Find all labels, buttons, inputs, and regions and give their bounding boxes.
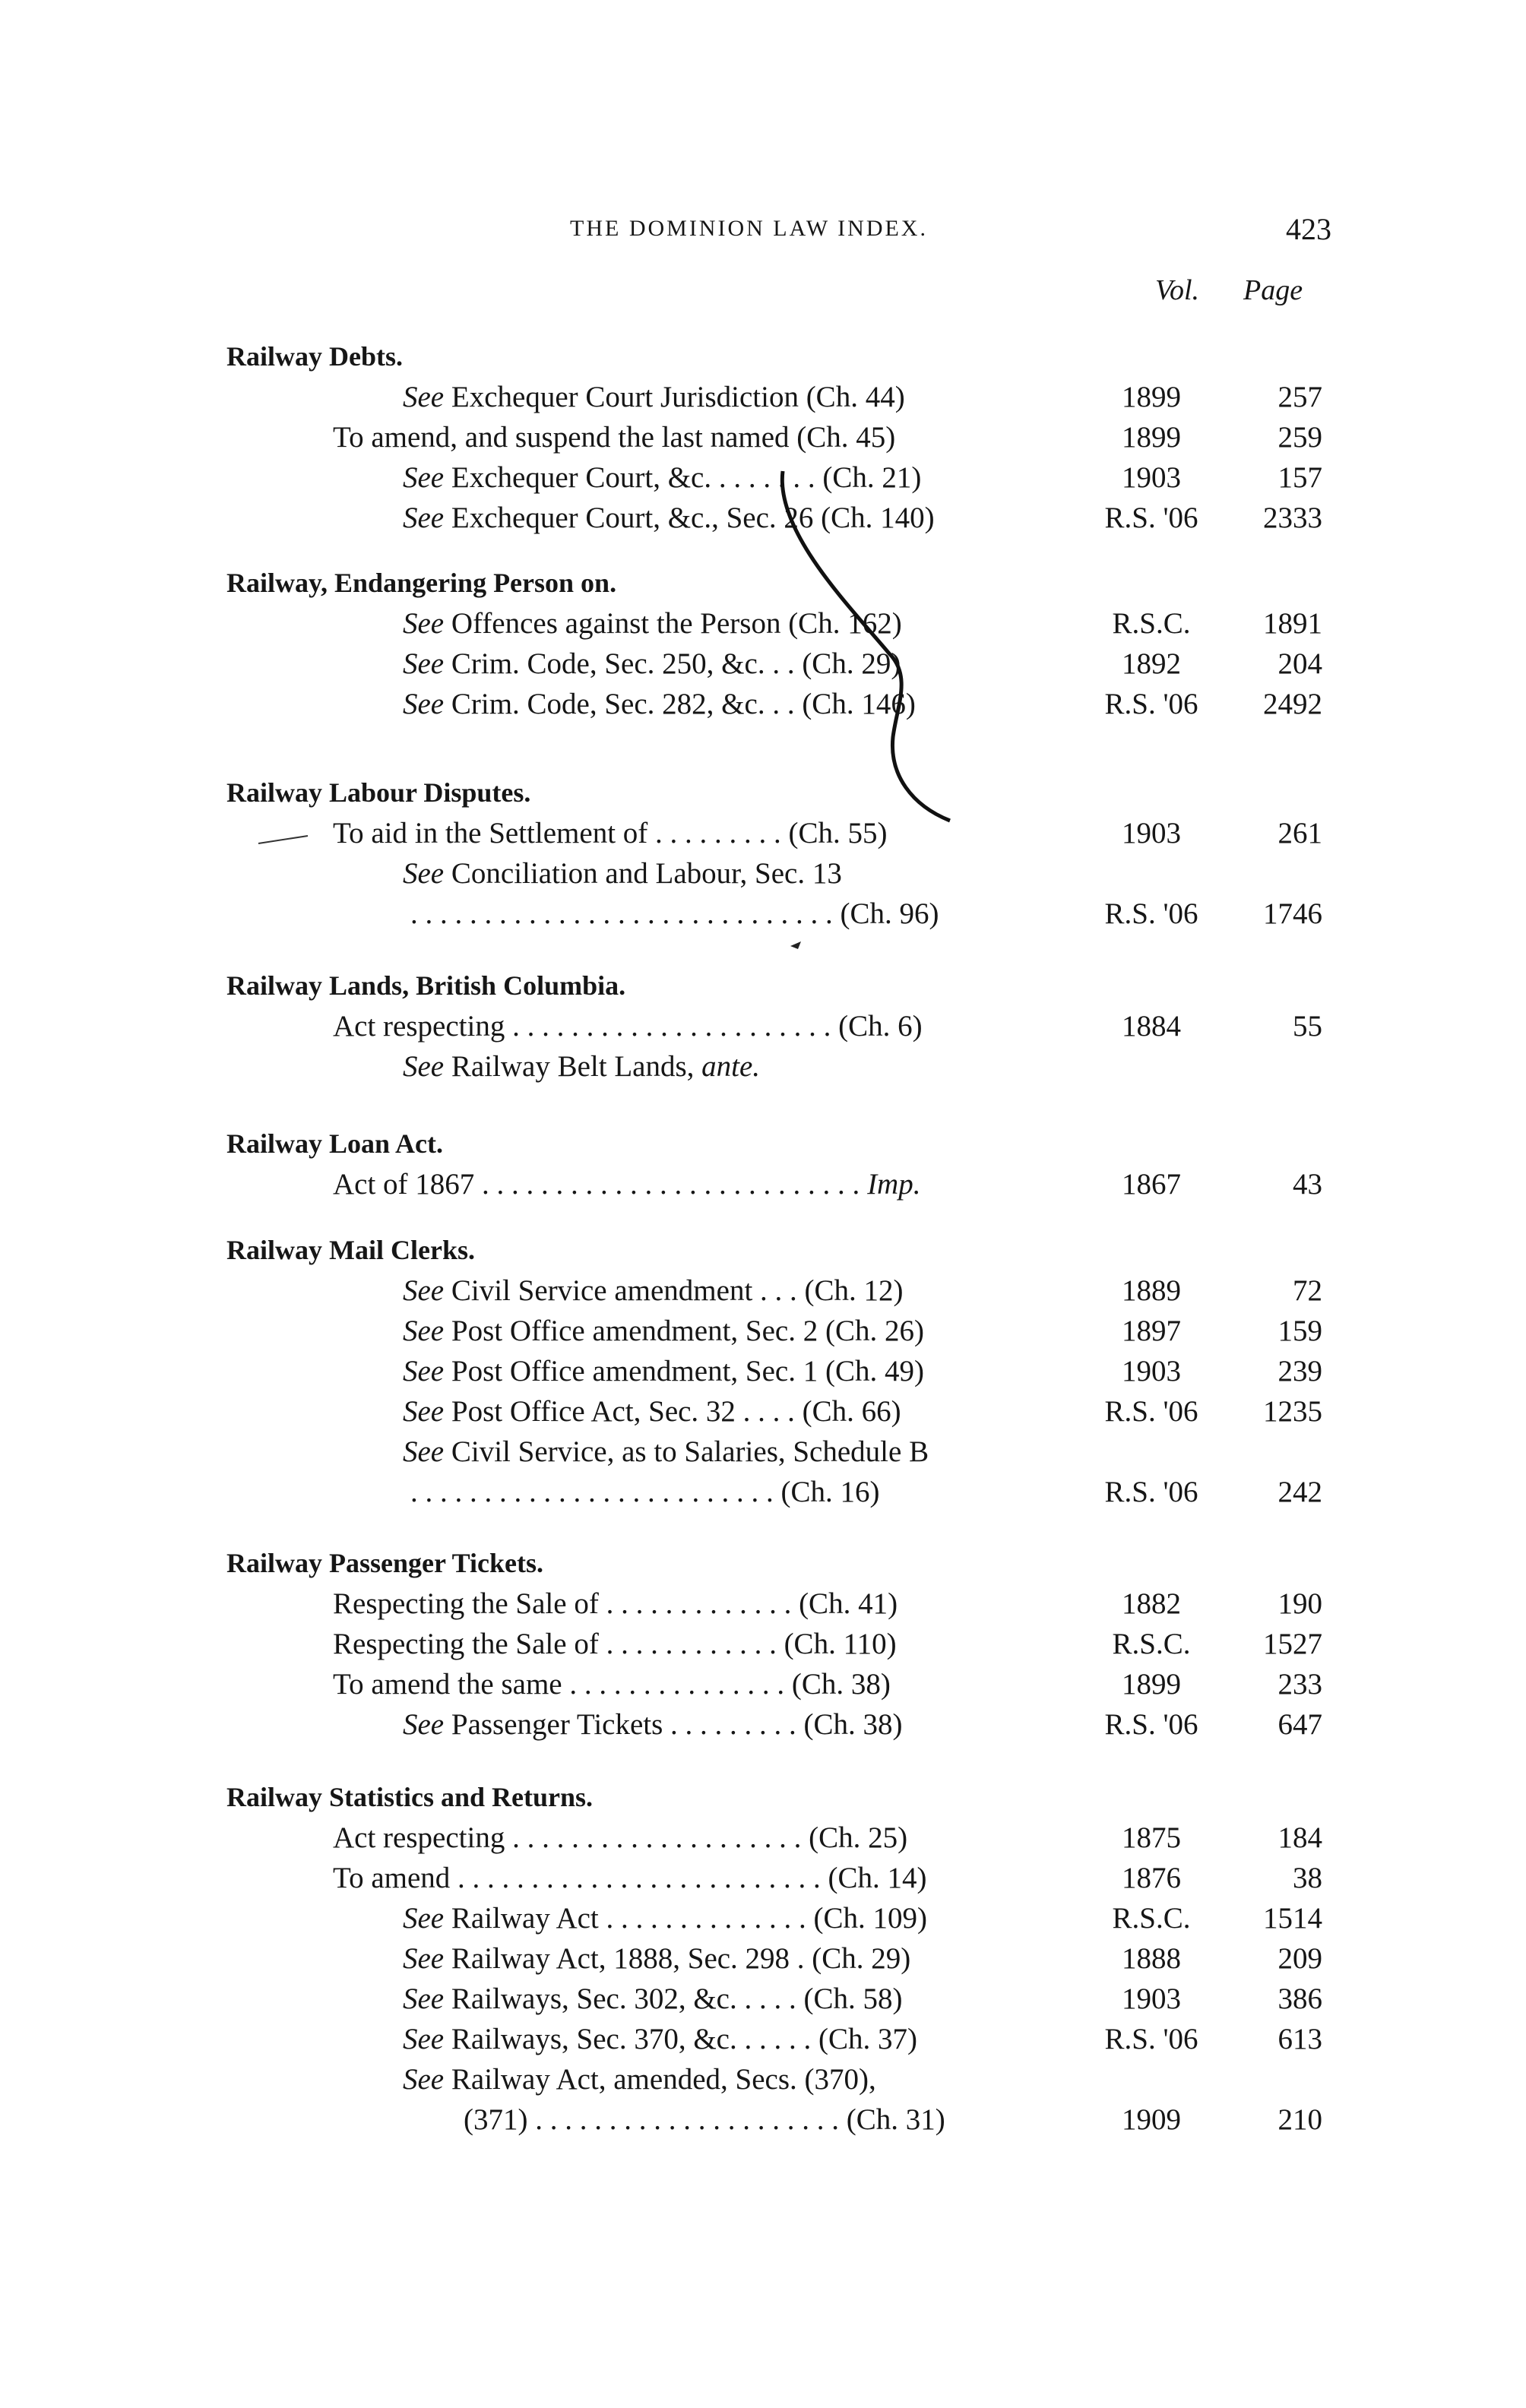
entry-page: 2333 — [1263, 502, 1322, 534]
page-number: 423 — [1286, 212, 1331, 246]
entry-page: 1514 — [1263, 1902, 1322, 1935]
see-prefix: See — [403, 1395, 445, 1428]
see-prefix: See — [403, 647, 445, 680]
entry-text: See Civil Service amendment . . . (Ch. 12) — [403, 1274, 904, 1307]
entry-text: See Civil Service, as to Salaries, Schedule B — [403, 1435, 929, 1468]
entry-page: 239 — [1277, 1355, 1322, 1388]
index-entry — [0, 1821, 1526, 1860]
entry-volume: 1899 — [1122, 421, 1181, 454]
see-prefix: See — [403, 857, 445, 890]
entry-text: See Railway Act . . . . . . . . . . . . . . (Ch. 109) — [403, 1902, 927, 1935]
entry-text: See Crim. Code, Sec. 250, &c. . . (Ch. 29) — [403, 647, 901, 680]
entry-volume: R.S. '06 — [1104, 2023, 1198, 2055]
see-prefix: See — [403, 1982, 445, 2015]
entry-page: 386 — [1277, 1982, 1322, 2015]
see-prefix: See — [403, 1355, 445, 1388]
entry-text: See Railway Act, 1888, Sec. 298 . (Ch. 29) — [403, 1942, 911, 1975]
index-entry — [0, 687, 1526, 726]
entry-text: See Post Office Act, Sec. 32 . . . . (Ch. 66) — [403, 1395, 901, 1428]
index-entry — [0, 1009, 1526, 1049]
index-entry — [0, 2062, 1526, 2102]
index-entry — [0, 2022, 1526, 2062]
entry-volume: 1876 — [1122, 1862, 1181, 1894]
index-entry — [0, 1941, 1526, 1981]
section-heading: Railway, Endangering Person on. — [226, 568, 617, 598]
entry-text: To amend . . . . . . . . . . . . . . . . . . . . . . . . . (Ch. 14) — [333, 1862, 927, 1894]
see-prefix: See — [403, 688, 445, 720]
entry-page: 233 — [1277, 1668, 1322, 1701]
entry-page: 1891 — [1263, 607, 1322, 640]
entry-volume: 1899 — [1122, 381, 1181, 413]
entry-page: 613 — [1277, 2023, 1322, 2055]
entry-volume: 1903 — [1122, 1982, 1181, 2015]
see-prefix: See — [403, 1902, 445, 1935]
entry-text: To amend the same . . . . . . . . . . . . . . . (Ch. 38) — [333, 1668, 891, 1701]
index-entry — [0, 1394, 1526, 1434]
entry-text: See Exchequer Court Jurisdiction (Ch. 44) — [403, 381, 905, 413]
entry-text: See Crim. Code, Sec. 282, &c. . . (Ch. 146) — [403, 688, 916, 720]
entry-text: See Offences against the Person (Ch. 162) — [403, 607, 902, 640]
entry-volume: R.S. '06 — [1104, 1476, 1198, 1508]
entry-volume: R.S.C. — [1112, 1628, 1191, 1660]
see-prefix: See — [403, 461, 445, 494]
section-heading: Railway Mail Clerks. — [226, 1235, 475, 1265]
index-entry — [0, 1587, 1526, 1626]
entry-page: 647 — [1277, 1708, 1322, 1741]
entry-page: 43 — [1293, 1168, 1322, 1201]
entry-volume: R.S. '06 — [1104, 1395, 1198, 1428]
see-prefix: See — [403, 607, 445, 640]
entry-page: 209 — [1277, 1942, 1322, 1975]
entry-text: See Exchequer Court, &c., Sec. 26 (Ch. 140) — [403, 502, 935, 534]
index-entry — [0, 816, 1526, 856]
entry-text: (371) . . . . . . . . . . . . . . . . . . . . . (Ch. 31) — [464, 2103, 945, 2136]
section-heading: Railway Passenger Tickets. — [226, 1548, 544, 1578]
entry-volume: R.S.C. — [1112, 607, 1191, 640]
entry-volume: R.S. '06 — [1104, 688, 1198, 720]
entry-page: 204 — [1277, 647, 1322, 680]
entry-volume: 1888 — [1122, 1942, 1181, 1975]
entry-text: See Exchequer Court, &c. . . . . . . . (Ch. 21) — [403, 461, 922, 494]
column-header-vol: Vol. — [1155, 274, 1200, 306]
see-prefix: See — [403, 1050, 445, 1083]
section-heading: Railway Debts. — [226, 341, 403, 372]
entry-page: 72 — [1293, 1274, 1322, 1307]
index-entry — [0, 1861, 1526, 1900]
entry-text: See Railways, Sec. 370, &c. . . . . . (Ch. 37) — [403, 2023, 917, 2055]
entry-volume: 1882 — [1122, 1587, 1181, 1620]
index-entry — [0, 1354, 1526, 1394]
see-prefix: See — [403, 1942, 445, 1975]
entry-text: To amend, and suspend the last named (Ch. 45) — [333, 421, 896, 454]
index-entry — [0, 1475, 1526, 1514]
entry-page: 190 — [1277, 1587, 1322, 1620]
entry-volume: 1897 — [1122, 1315, 1181, 1347]
index-entry — [0, 1049, 1526, 1089]
entry-text: Respecting the Sale of . . . . . . . . . . . . . (Ch. 41) — [333, 1587, 898, 1620]
entry-volume: 1903 — [1122, 461, 1181, 494]
entry-page: 1235 — [1263, 1395, 1322, 1428]
entry-text: See Post Office amendment, Sec. 2 (Ch. 26) — [403, 1315, 924, 1347]
entry-volume: 1889 — [1122, 1274, 1181, 1307]
see-prefix: See — [403, 1708, 445, 1741]
index-entry — [0, 420, 1526, 460]
index-entry — [0, 1274, 1526, 1313]
entry-volume: 1909 — [1122, 2103, 1181, 2136]
index-entry — [0, 647, 1526, 686]
entry-text: Act of 1867 . . . . . . . . . . . . . . . . . . . . . . . . . . Imp. — [333, 1168, 921, 1201]
entry-volume: 1903 — [1122, 817, 1181, 850]
entry-page: 157 — [1277, 461, 1322, 494]
entry-text: See Railway Act, amended, Secs. (370), — [403, 2063, 876, 2096]
index-entry — [0, 501, 1526, 540]
index-entry — [0, 897, 1526, 936]
entry-text: . . . . . . . . . . . . . . . . . . . . . . . . . . . . . (Ch. 96) — [410, 897, 939, 930]
see-prefix: See — [403, 502, 445, 534]
see-prefix: See — [403, 1274, 445, 1307]
entry-text: See Conciliation and Labour, Sec. 13 — [403, 857, 842, 890]
section-heading: Railway Statistics and Returns. — [226, 1782, 594, 1812]
entry-page: 242 — [1277, 1476, 1322, 1508]
entry-volume: 1892 — [1122, 647, 1181, 680]
entry-volume: 1867 — [1122, 1168, 1181, 1201]
see-prefix: See — [403, 381, 445, 413]
entry-page: 257 — [1277, 381, 1322, 413]
entry-volume: R.S.C. — [1112, 1902, 1191, 1935]
section-heading: Railway Labour Disputes. — [226, 777, 531, 808]
index-entry — [0, 1435, 1526, 1474]
see-prefix: See — [403, 1435, 445, 1468]
entry-page: 55 — [1293, 1010, 1322, 1043]
index-entry — [0, 1667, 1526, 1707]
section-heading: Railway Lands, British Columbia. — [226, 970, 626, 1001]
entry-suffix: ante. — [701, 1050, 761, 1083]
section-heading: Railway Loan Act. — [226, 1128, 444, 1159]
entry-text: Act respecting . . . . . . . . . . . . . . . . . . . . . . (Ch. 6) — [333, 1010, 923, 1043]
index-entry — [0, 1982, 1526, 2021]
entry-page: 1746 — [1263, 897, 1322, 930]
column-header-page: Page — [1243, 274, 1303, 306]
entry-text: See Post Office amendment, Sec. 1 (Ch. 49) — [403, 1355, 924, 1388]
see-prefix: See — [403, 1315, 445, 1347]
see-prefix: See — [403, 2023, 445, 2055]
entry-suffix: Imp. — [867, 1168, 921, 1201]
entry-page: 261 — [1277, 817, 1322, 850]
entry-page: 2492 — [1263, 688, 1322, 720]
entry-text: To aid in the Settlement of . . . . . . . . . (Ch. 55) — [333, 817, 888, 850]
entry-text: . . . . . . . . . . . . . . . . . . . . . . . . . (Ch. 16) — [410, 1476, 880, 1508]
entry-page: 1527 — [1263, 1628, 1322, 1660]
index-entry — [0, 1167, 1526, 1207]
entry-page: 184 — [1277, 1821, 1322, 1854]
entry-volume: 1884 — [1122, 1010, 1181, 1043]
index-entry — [0, 380, 1526, 419]
see-prefix: See — [403, 2063, 445, 2096]
index-entry — [0, 1707, 1526, 1747]
entry-page: 159 — [1277, 1315, 1322, 1347]
entry-text: See Railway Belt Lands, ante. — [403, 1050, 761, 1083]
entry-page: 38 — [1293, 1862, 1322, 1894]
entry-page: 210 — [1277, 2103, 1322, 2136]
index-entry — [0, 1627, 1526, 1666]
index-entry — [0, 856, 1526, 896]
entry-volume: R.S. '06 — [1104, 1708, 1198, 1741]
entry-text: Act respecting . . . . . . . . . . . . . . . . . . . . (Ch. 25) — [333, 1821, 908, 1854]
entry-page: 259 — [1277, 421, 1322, 454]
entry-text: Respecting the Sale of . . . . . . . . . . . . (Ch. 110) — [333, 1628, 897, 1660]
entry-volume: 1903 — [1122, 1355, 1181, 1388]
entry-volume: 1875 — [1122, 1821, 1181, 1854]
index-entry — [0, 1314, 1526, 1353]
entry-text: See Railways, Sec. 302, &c. . . . . (Ch. 58) — [403, 1982, 903, 2015]
entry-text: See Passenger Tickets . . . . . . . . . (Ch. 38) — [403, 1708, 903, 1741]
page-title: THE DOMINION LAW INDEX. — [570, 216, 928, 241]
entry-volume: 1899 — [1122, 1668, 1181, 1701]
entry-volume: R.S. '06 — [1104, 502, 1198, 534]
index-entry — [0, 460, 1526, 500]
index-entry — [0, 606, 1526, 646]
index-entry — [0, 1901, 1526, 1941]
index-entry — [0, 2103, 1526, 2142]
entry-volume: R.S. '06 — [1104, 897, 1198, 930]
